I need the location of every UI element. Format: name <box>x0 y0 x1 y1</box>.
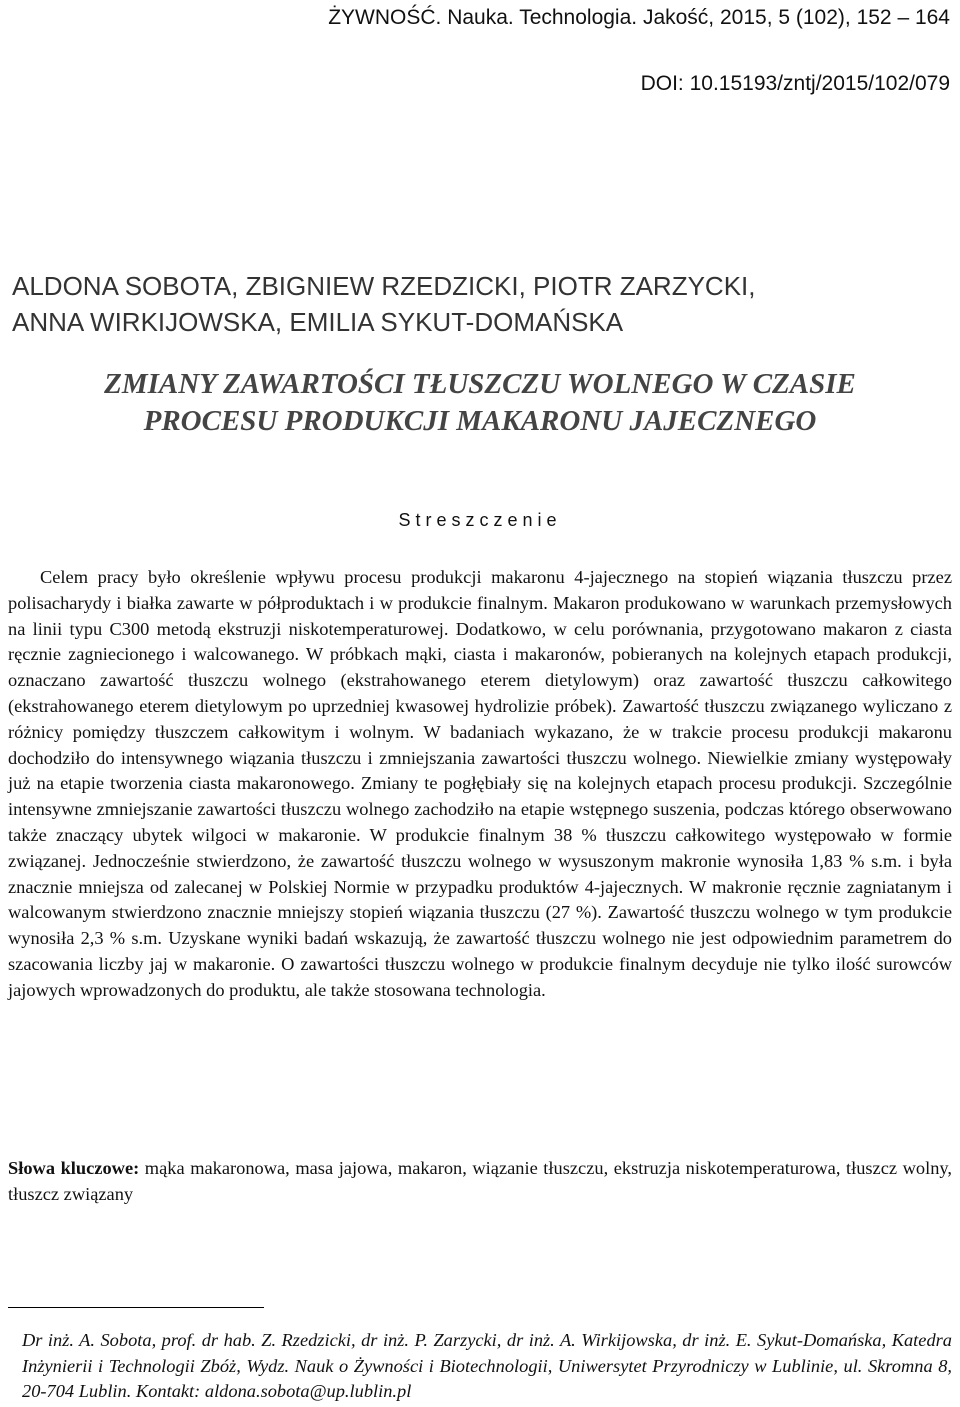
title-line-2: PROCESU PRODUKCJI MAKARONU JAJECZNEGO <box>143 405 817 437</box>
keywords <box>8 1155 952 1207</box>
author-line-1: ALDONA SOBOTA, ZBIGNIEW RZEDZICKI, PIOTR ZARZYCKI, <box>12 271 756 301</box>
abstract-heading: Streszczenie <box>398 510 562 530</box>
keywords-text: mąka makaronowa, masa jajowa, makaron, wiązanie tłuszczu, ekstruzja niskotemperaturowa, tłuszcz wolny, tłuszcz związany <box>8 1158 952 1204</box>
abstract-paragraph: Celem pracy było określenie wpływu procesu produkcji makaronu 4-jajecznego na stopień wiązania tłuszczu przez polisacharydy i białka zawarte w półproduktach i w produkcie finalnym. Makaron produkowano w warunkach przemysłowych na linii typu C300 metodą ekstruzji niskotemperaturowej. Dodatkowo, w celu porównania, przygotowano makaron z ciasta ręcznie zagniecionego i walcowanego. W próbkach mąki, ciasta i makaronów, pobieranych na kolejnych etapach produkcji, oznaczano zawartość tłuszczu wolnego (ekstrahowanego eterem dietylowym) oraz zawartość tłuszczu całkowitego (ekstrahowanego eterem dietylowym po uprzedniej kwasowej hydrolizie próbek). Zawartość tłuszczu związanego wyliczano z różnicy pomiędzy tłuszczem całkowitym i wolnym. W badaniach wykazano, że w trakcie procesu produkcji makaronu dochodziło do intensywnego wiązania tłuszczu i zmniejszania zawartości tłuszczu wolnego. Niewielkie zmiany występowały już na etapie tworzenia ciasta makaronowego. Zmiany te pogłębiały się na kolejnych etapach procesu produkcji. Szczególnie intensywne zmniejszanie zawartości tłuszczu wolnego zachodziło na etapie wstępnego suszenia, podczas którego obserwowano także znaczący ubytek wilgoci w makaronie. W produkcie finalnym 38 % tłuszczu całkowitego występowało w formie związanej. Jednocześnie stwierdzono, że zawartość tłuszczu wolnego w wysuszonym makronie wynosiła 1,83 % s.m. i była znacznie mniejsza od zalecanej w Polskiej Normie w przypadku produktów 4-jajecznych. W makronie ręcznie zagniatanym i walcowanym stwierdzono znacznie mniejszy stopień wiązania tłuszczu (27 %). Zawartość tłuszczu wolnego w tym produkcie wynosiła 2,3 % s.m. Uzyskane wyniki badań wskazują, że zawartość tłuszczu wolnego nie jest odpowiednim parametrem do szacowania liczby jaj w makaronie. O zawartości tłuszczu wolnego w produkcie finalnym decyduje nie tylko ilość surowców jajowych wprowadzonych do produktu, ale także stosowana technologia. <box>8 567 952 1000</box>
abstract-body <box>8 565 952 1004</box>
footnote-divider <box>8 1307 264 1308</box>
doi: DOI: 10.15193/zntj/2015/102/079 <box>640 72 950 95</box>
keywords-label: Słowa kluczowe: <box>8 1158 140 1178</box>
author-affiliation-footnote: Dr inż. A. Sobota, prof. dr hab. Z. Rzedzicki, dr inż. P. Zarzycki, dr inż. A. Wirkijowska, dr inż. E. Sykut-Domańska, Katedra Inżynierii i Technologii Zbóż, Wydz. Nauk o Żywności i Biotechnologii, Uniwersytet Przyrodniczy w Lublinie, ul. Skromna 8, 20-704 Lublin. Kontakt: aldona.sobota@up.lublin.pl <box>22 1330 952 1401</box>
author-line-2: ANNA WIRKIJOWSKA, EMILIA SYKUT-DOMAŃSKA <box>12 307 624 337</box>
title-line-1: ZMIANY ZAWARTOŚCI TŁUSZCZU WOLNEGO W CZASIE <box>104 368 856 400</box>
journal-citation: ŻYWNOŚĆ. Nauka. Technologia. Jakość, 2015, 5 (102), 152 – 164 <box>328 6 950 29</box>
author-list <box>12 268 942 340</box>
article-title <box>0 366 960 440</box>
